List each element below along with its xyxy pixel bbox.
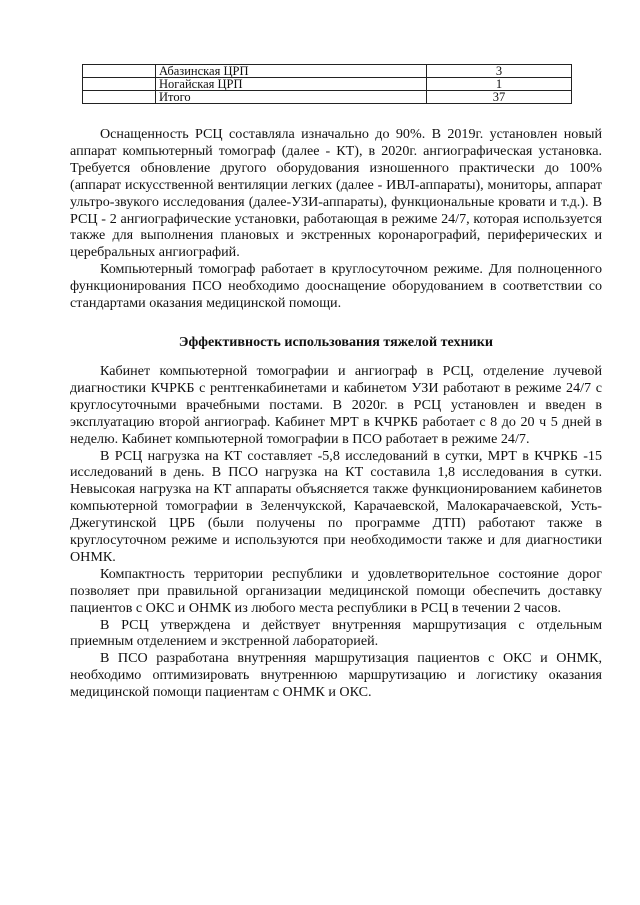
table-cell-name: Абазинская ЦРП: [156, 65, 427, 78]
paragraph-ct-rooms: Кабинет компьютерной томографии и ангиограф в РСЦ, отделение лучевой диагностики КЧРКБ с рентгенкабинетами и кабинетом УЗИ работают в режиме 24/7 с круглосуточными врачебными постами. В 2020г. в РСЦ установлен и введен в эксплуатацию второй ангиограф. Кабинет МРТ в КЧРКБ работает с 8 до 20 ч 5 дней в неделю. Кабинет компьютерной томографии в ПСО работает в режиме 24/7.: [70, 362, 602, 447]
paragraph-routing-rsc: В РСЦ утверждена и действует внутренняя маршрутизация с отдельным приемным отделением и экстренной лабораторией.: [70, 616, 602, 650]
table-cell-blank: [83, 91, 156, 104]
table-row: [83, 91, 572, 104]
paragraph-routing-pso: В ПСО разработана внутренняя маршрутизация пациентов с ОКС и ОНМК, необходимо оптимизировать внутреннюю маршрутизацию и логистику оказания медицинской помощи пациентам с ОНМК и ОКС.: [70, 650, 602, 701]
paragraph-ct-mode: Компьютерный томограф работает в круглосуточном режиме. Для полноценного функционирования ПСО необходимо дооснащение оборудованием в соответствии со стандартами оказания медицинской помощи.: [70, 261, 602, 312]
paragraph-equipment: Оснащенность РСЦ составляла изначально до 90%. В 2019г. установлен новый аппарат компьютерный томограф (далее - КТ), в 2020г. ангиографическая установка. Требуется обновление другого оборудования изношенного практически до 100% (аппарат искусственной вентиляции легких (далее - ИВЛ-аппараты), мониторы, аппарат ультро-звукого исследования (далее-УЗИ-аппараты), функциональные кровати и т.д.). В РСЦ - 2 ангиографические установки, работающая в режиме 24/7, которая используется также для выполнения плановых и экстренных коронарографий, периферических и церебральных ангиографий.: [70, 126, 602, 261]
table-cell-blank: [83, 65, 156, 78]
table-cell-value: 3: [427, 65, 572, 78]
table-cell-value: 37: [427, 91, 572, 104]
section-heading: Эффективность использования тяжелой техники: [178, 333, 494, 350]
table-cell-name: Итого: [156, 91, 427, 104]
table-cell-name: Ногайская ЦРП: [156, 78, 427, 91]
document-body: [70, 126, 602, 701]
table-cell-value: 1: [427, 78, 572, 91]
table-row: [83, 78, 572, 91]
paragraph-territory: Компактность территории республики и удовлетворительное состояние дорог позволяет при правильной организации медицинской помощи обеспечить доставку пациентов с ОКС и ОНМК из любого места республики в РСЦ в течении 2 часов.: [70, 565, 602, 616]
table-cell-blank: [83, 78, 156, 91]
table-row: [83, 65, 572, 78]
paragraph-ct-load: В РСЦ нагрузка на КТ составляет -5,8 исследований в сутки, МРТ в КЧРКБ -15 исследований в день. В ПСО нагрузка на КТ составила 1,8 исследования в сутки. Невысокая нагрузка на КТ аппараты объясняется также функционированием кабинетов компьютерной томографии в Зеленчукской, Карачаевской, Малокарачаевской, Усть-Джегутинской ЦРБ (были получены по программе ДТП) работают также в круглосуточном режиме и используются при необходимости также и для диагностики ОНМК.: [70, 447, 602, 565]
hospital-stats-table: [82, 64, 572, 104]
